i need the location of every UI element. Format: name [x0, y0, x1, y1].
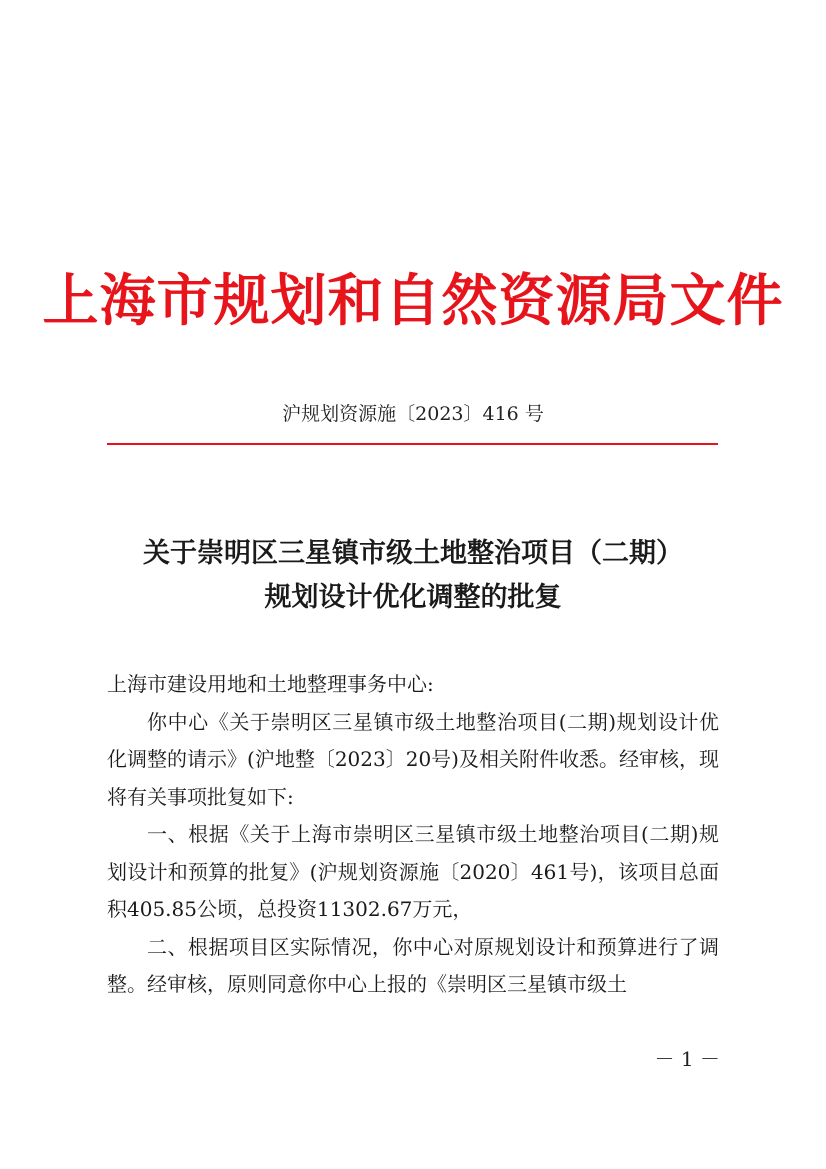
masthead-title: 上海市规划和自然资源局文件: [42, 268, 784, 334]
title-line-2: 规划设计优化调整的批复: [264, 582, 562, 613]
red-divider-line: [107, 443, 718, 445]
title-line-1: 关于崇明区三星镇市级土地整治项目（二期）: [143, 538, 683, 569]
body-paragraph-3: 二、根据项目区实际情况，你中心对原规划设计和预算进行了调整。经审核，原则同意你中心上报的《崇明区三星镇市级土: [107, 934, 719, 996]
document-number: 沪规划资源施〔2023〕416 号: [282, 403, 544, 425]
document-title: [60, 532, 766, 620]
addressee: 上海市建设用地和土地整理事务中心:: [107, 672, 434, 696]
body-paragraph-1: 你中心《关于崇明区三星镇市级土地整治项目(二期)规划设计优化调整的请示》(沪地整〔2023〕20号)及相关附件收悉。经审核，现将有关事项批复如下:: [107, 709, 719, 809]
document-body: [107, 666, 719, 1004]
page-number: － 1 －: [654, 1047, 720, 1071]
body-paragraph-2: 一、根据《关于上海市崇明区三星镇市级土地整治项目(二期)规划设计和预算的批复》(沪规划资源施〔2020〕461号)，该项目总面积405.85公顷，总投资11302.67万元，: [107, 822, 719, 921]
